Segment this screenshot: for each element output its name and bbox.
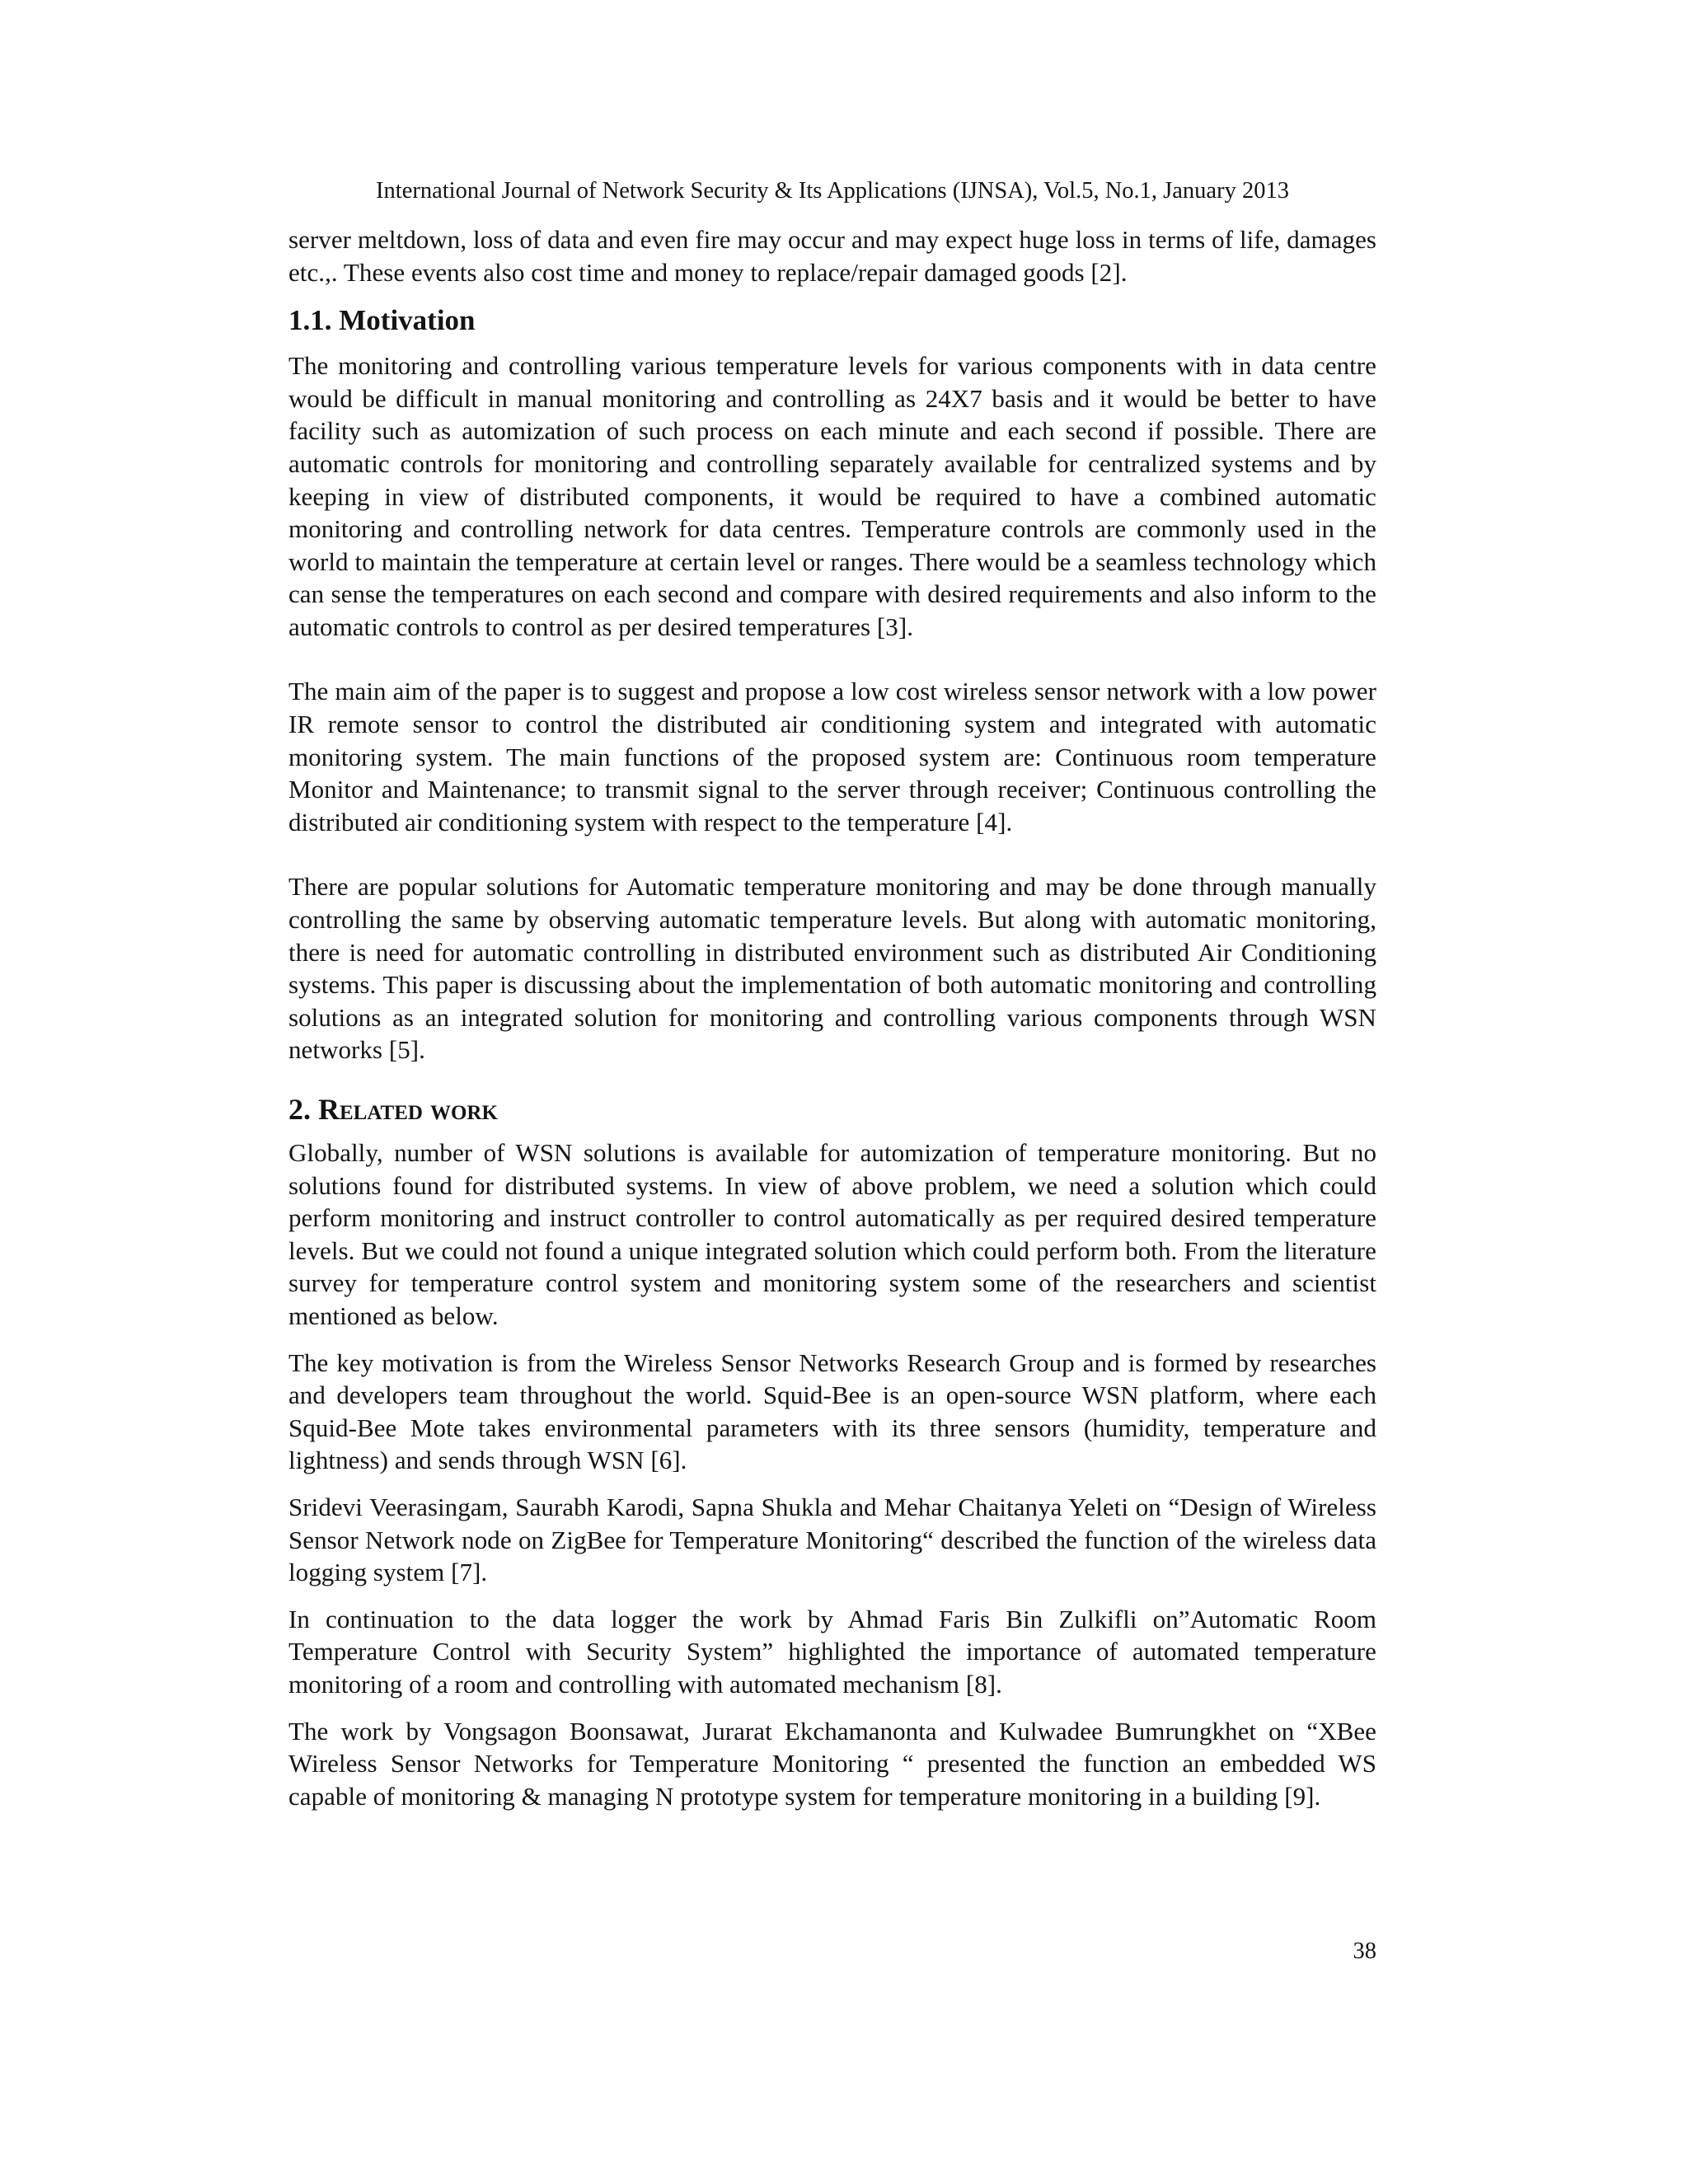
- intro-continuation-paragraph: server meltdown, loss of data and even fire may occur and may expect huge loss in terms of life, damages etc.,. These events also cost time and money to replace/repair damaged goods [2].: [288, 225, 1376, 287]
- running-header: International Journal of Network Security & Its Applications (IJNSA), Vol.5, No.1, January 2013: [376, 178, 1289, 204]
- related-work-paragraph-2: The key motivation is from the Wireless Sensor Networks Research Group and is formed by researches and developers team throughout the world. Squid-Bee is an open-source WSN platform, where each Squid-Bee Mote takes environmental parameters with its three sensors (humidity, temperature and lightness) and sends through WSN [6].: [288, 1347, 1376, 1475]
- related-work-paragraph-3: Sridevi Veerasingam, Saurabh Karodi, Sapna Shukla and Mehar Chaitanya Yeleti on “Design of Wireless Sensor Network node on ZigBee for Temperature Monitoring“ described the function of the wireless data logging system [7].: [288, 1492, 1376, 1587]
- related-work-paragraph-4: In continuation to the data logger the work by Ahmad Faris Bin Zulkifli on”Automatic Room Temperature Control with Security System” highlighted the importance of automated temperature monitoring of a room and controlling with automated mechanism [8].: [288, 1604, 1376, 1699]
- motivation-paragraph-1: The monitoring and controlling various temperature levels for various components with in data centre would be difficult in manual monitoring and controlling as 24X7 basis and it would be better to have facility such as automization of such process on each minute and each second if possible. There are automatic controls for monitoring and controlling separately available for centralized systems and by keeping in view of distributed components, it would be required to have a combined automatic monitoring and controlling network for data centres. Temperature controls are commonly used in the world to maintain the temperature at certain level or ranges. There would be a seamless technology which can sense the temperatures on each second and compare with desired requirements and also inform to the automatic controls to control as per desired temperatures [3].: [288, 351, 1376, 641]
- page-number: 38: [1353, 1938, 1376, 1964]
- motivation-paragraph-3: There are popular solutions for Automatic temperature monitoring and may be done through manually controlling the same by observing automatic temperature levels. But along with automatic monitoring, there is need for automatic controlling in distributed environment such as distributed Air Conditioning systems. This paper is discussing about the implementation of both automatic monitoring and controlling solutions as an integrated solution for monitoring and controlling various components through WSN networks [5].: [288, 872, 1376, 1065]
- section-heading-motivation: 1.1. Motivation: [288, 304, 476, 337]
- section-title: Related work: [318, 1093, 498, 1126]
- section-number: 2.: [288, 1093, 311, 1126]
- motivation-paragraph-2: The main aim of the paper is to suggest and propose a low cost wireless sensor network with a low power IR remote sensor to control the distributed air conditioning system and integrated with automatic monitoring system. The main functions of the proposed system are: Continuous room temperature Monitor and Maintenance; to transmit signal to the server through receiver; Continuous controlling the distributed air conditioning system with respect to the temperature [4].: [288, 677, 1376, 837]
- related-work-paragraph-5: The work by Vongsagon Boonsawat, Jurarat Ekchamanonta and Kulwadee Bumrungkhet on “XBee Wireless Sensor Networks for Temperature Monitoring “ presented the function an embedded WS capable of monitoring & managing N prototype system for temperature monitoring in a building [9].: [288, 1716, 1376, 1811]
- paper-page: [288, 177, 1376, 1826]
- related-work-paragraph-1: Globally, number of WSN solutions is available for automization of temperature monitoring. But no solutions found for distributed systems. In view of above problem, we need a solution which could perform monitoring and instruct controller to control automatically as per required desired temperature levels. But we could not found a unique integrated solution which could perform both. From the literature survey for temperature control system and monitoring system some of the researchers and scientist mentioned as below.: [288, 1138, 1376, 1330]
- section-heading-related-work: [288, 1091, 1376, 1128]
